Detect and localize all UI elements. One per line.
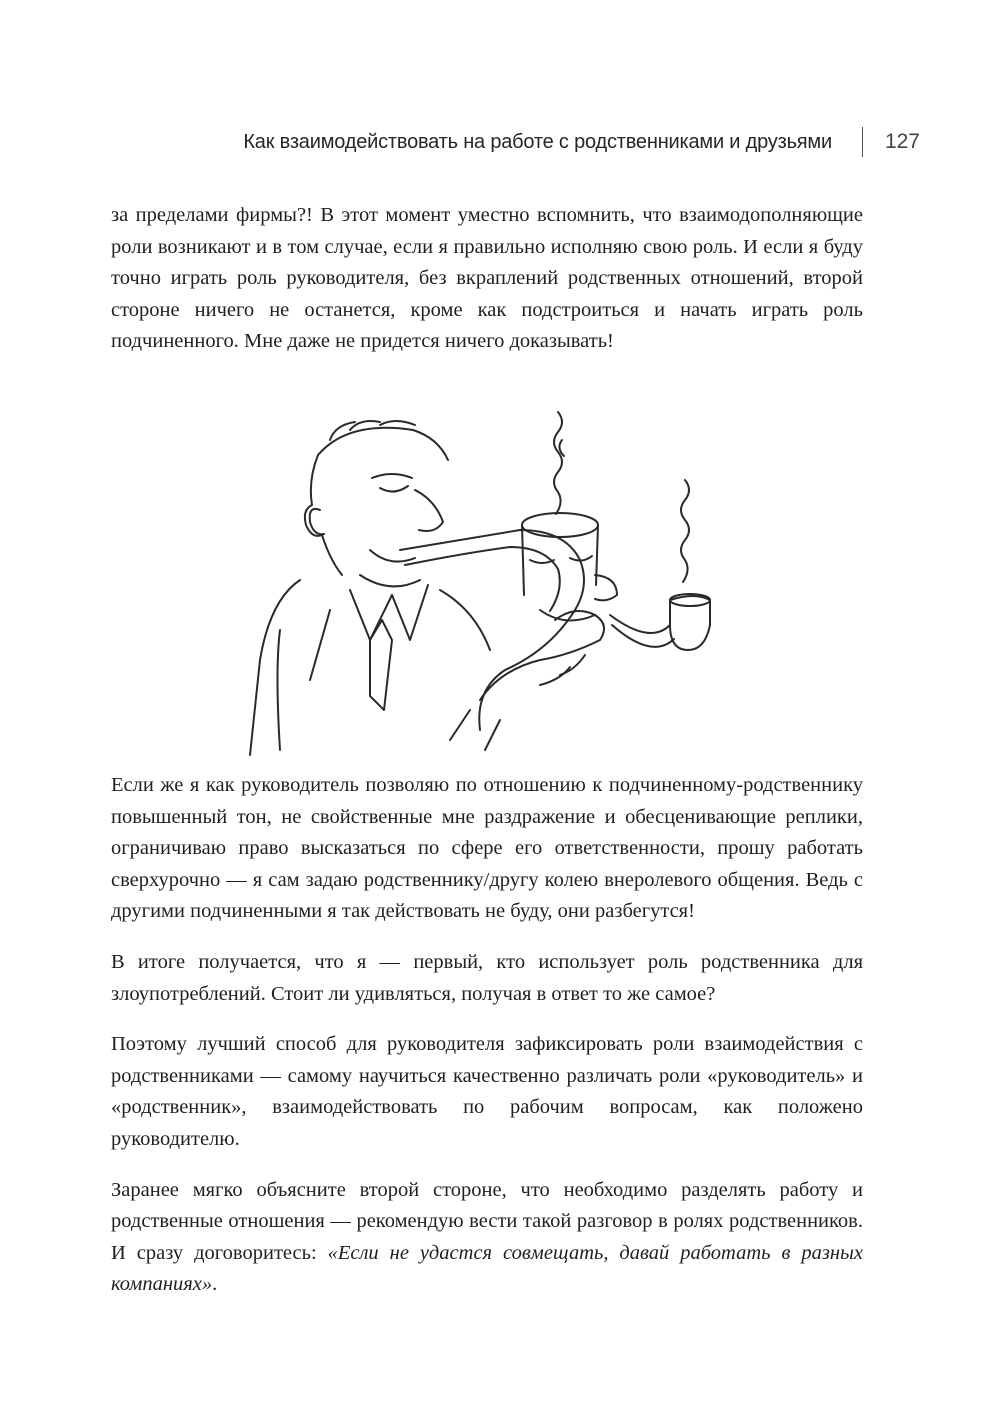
- paragraph-lead: Заранее мягко объясните второй стороне, что необходимо разделять работу и родственные отношения — рекомендую вести такой разговор в ролях родственников. И сразу договоритесь:: [111, 1178, 863, 1264]
- running-head-title: Как взаимодействовать на работе с родственниками и друзьями: [243, 130, 832, 153]
- paragraph: за пределами фирмы?! В этот момент уместно вспомнить, что взаимодополняющие роли возникают и в том случае, если я правильно исполняю свою роль. И если я буду точно играть роль руководителя, без вкраплений родственных отношений, второй стороне ничего не останется, кроме как подстроиться и начать играть роль подчиненного. Мне даже не придется ничего доказывать!: [111, 204, 863, 353]
- body-text-bottom: [111, 770, 863, 1320]
- page-number: 127: [884, 130, 920, 153]
- italic-quote: «Если не удастся совмещать, давай работать в разных компаниях»: [111, 1241, 863, 1296]
- running-head-divider: [862, 127, 863, 157]
- running-head: [0, 122, 920, 162]
- illustration-cartoon: [240, 400, 740, 760]
- paragraph: В итоге получается, что я — первый, кто использует роль родственника для злоупотреблений. Стоит ли удивляться, получая в ответ то же самое?: [111, 950, 863, 1005]
- paragraph-tail: .: [212, 1273, 218, 1296]
- paragraph: Поэтому лучший способ для руководителя зафиксировать роли взаимодействия с родственниками — самому научиться качественно различать роли «руководитель» и «родственник», взаимодействовать по рабочим вопросам, как положено руководителю.: [111, 1033, 863, 1150]
- paragraph-last: [111, 1175, 863, 1301]
- body-text-top: [111, 200, 863, 377]
- cartoon-man-smoking-pipe-icon: [240, 400, 740, 760]
- paragraph: Если же я как руководитель позволяю по отношению к подчиненному-родственнику повышенный тон, не свойственные мне раздражение и обесценивающие реплики, ограничиваю право высказаться по сфере его ответственности, прошу работать сверхурочно — я сам задаю родственнику/другу колею внеролевого общения. Ведь с другими подчиненными я так действовать не буду, они разбегутся!: [111, 774, 863, 923]
